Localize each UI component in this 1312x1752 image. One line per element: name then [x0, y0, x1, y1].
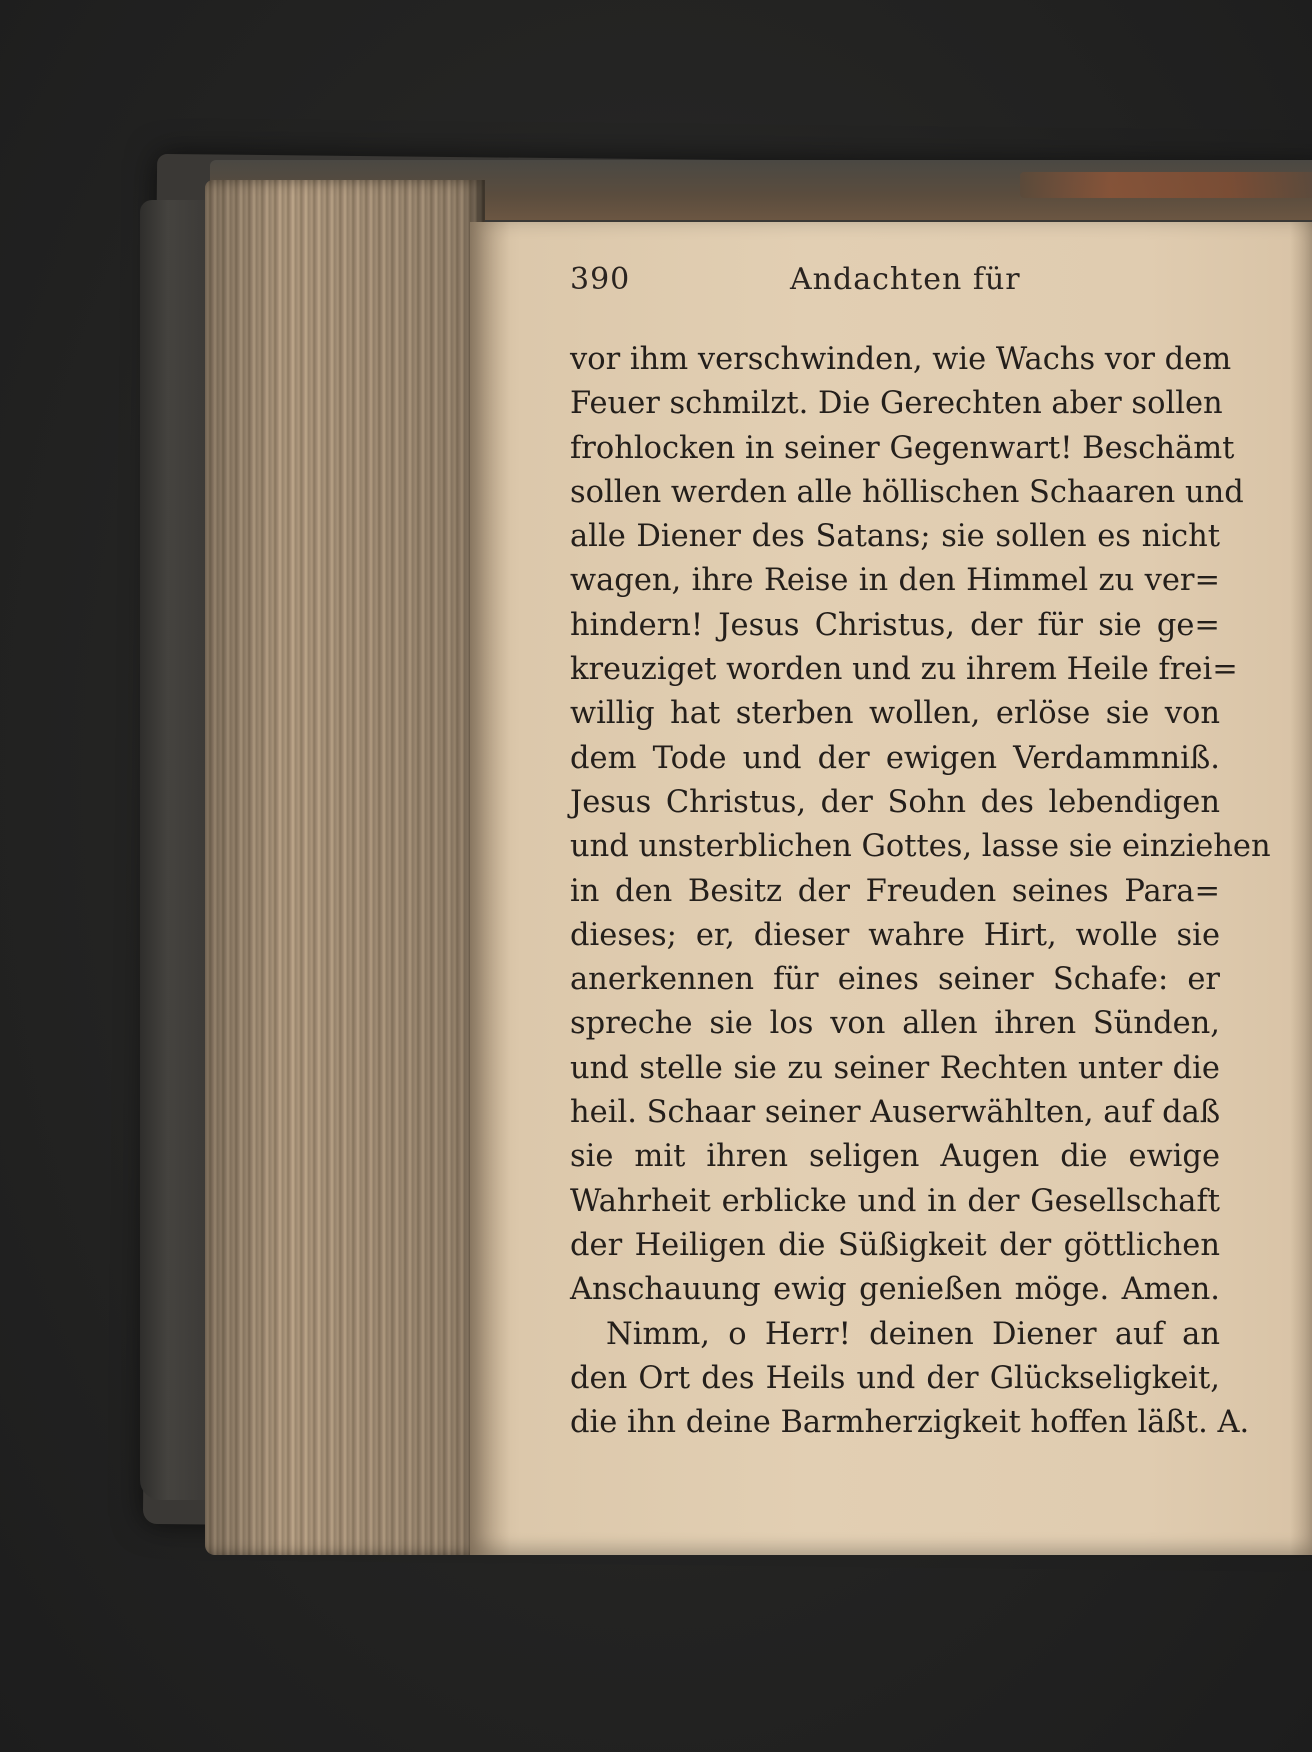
text-line: in den Besitz der Freuden seines Para=: [570, 873, 1220, 909]
page-number: 390: [570, 262, 631, 297]
page-right-edge: [1290, 222, 1312, 1555]
text-line: kreuziget worden und zu ihrem Heile frei=: [570, 652, 1238, 688]
text-line: Feuer schmilzt. Die Gerechten aber sollen: [570, 386, 1223, 422]
text-line: frohlocken in seiner Gegenwart! Beschämt: [570, 430, 1235, 466]
text-line: dem Tode und der ewigen Verdammniß.: [570, 740, 1220, 776]
running-head: Andachten für: [790, 262, 1021, 297]
page-body-text: [570, 338, 1271, 1445]
text-line: und stelle sie zu seiner Rechten unter die: [570, 1050, 1220, 1086]
page-header: [570, 262, 1220, 306]
page-gutter: [470, 222, 510, 1555]
text-line: den Ort des Heils und der Glückseligkeit,: [570, 1360, 1220, 1396]
book-spine: [140, 200, 210, 1500]
text-line: Jesus Christus, der Sohn des lebendigen: [570, 784, 1220, 820]
text-line: Anschauung ewig genießen möge. Amen.: [570, 1272, 1220, 1308]
text-line: wagen, ihre Reise in den Himmel zu ver=: [570, 563, 1220, 599]
text-line: Wahrheit erblicke und in der Gesellschaft: [570, 1183, 1220, 1219]
worn-binding: [1020, 172, 1312, 198]
text-line: der Heiligen die Süßigkeit der göttlichen: [570, 1227, 1220, 1263]
text-line: willig hat sterben wollen, erlöse sie von: [570, 696, 1220, 732]
text-line: alle Diener des Satans; sie sollen es nicht: [570, 519, 1220, 555]
text-line: hindern! Jesus Christus, der für sie ge=: [570, 607, 1220, 643]
text-line: Nimm, o Herr! deinen Diener auf an: [606, 1316, 1220, 1352]
text-line: und unsterblichen Gottes, lasse sie einziehen: [570, 829, 1271, 865]
text-line: dieses; er, dieser wahre Hirt, wolle sie: [570, 917, 1220, 953]
text-line: anerkennen für eines seiner Schafe: er: [570, 962, 1220, 998]
text-line: sie mit ihren seligen Augen die ewige: [570, 1139, 1220, 1175]
text-line: die ihn deine Barmherzigkeit hoffen läßt. A.: [570, 1405, 1250, 1441]
text-line: vor ihm verschwinden, wie Wachs vor dem: [570, 342, 1232, 377]
page-edges-shadow: [205, 180, 485, 1555]
text-line: sollen werden alle höllischen Schaaren und: [570, 474, 1244, 510]
text-line: spreche sie los von allen ihren Sünden,: [570, 1006, 1220, 1042]
text-line: heil. Schaar seiner Auserwählten, auf daß: [570, 1095, 1221, 1131]
